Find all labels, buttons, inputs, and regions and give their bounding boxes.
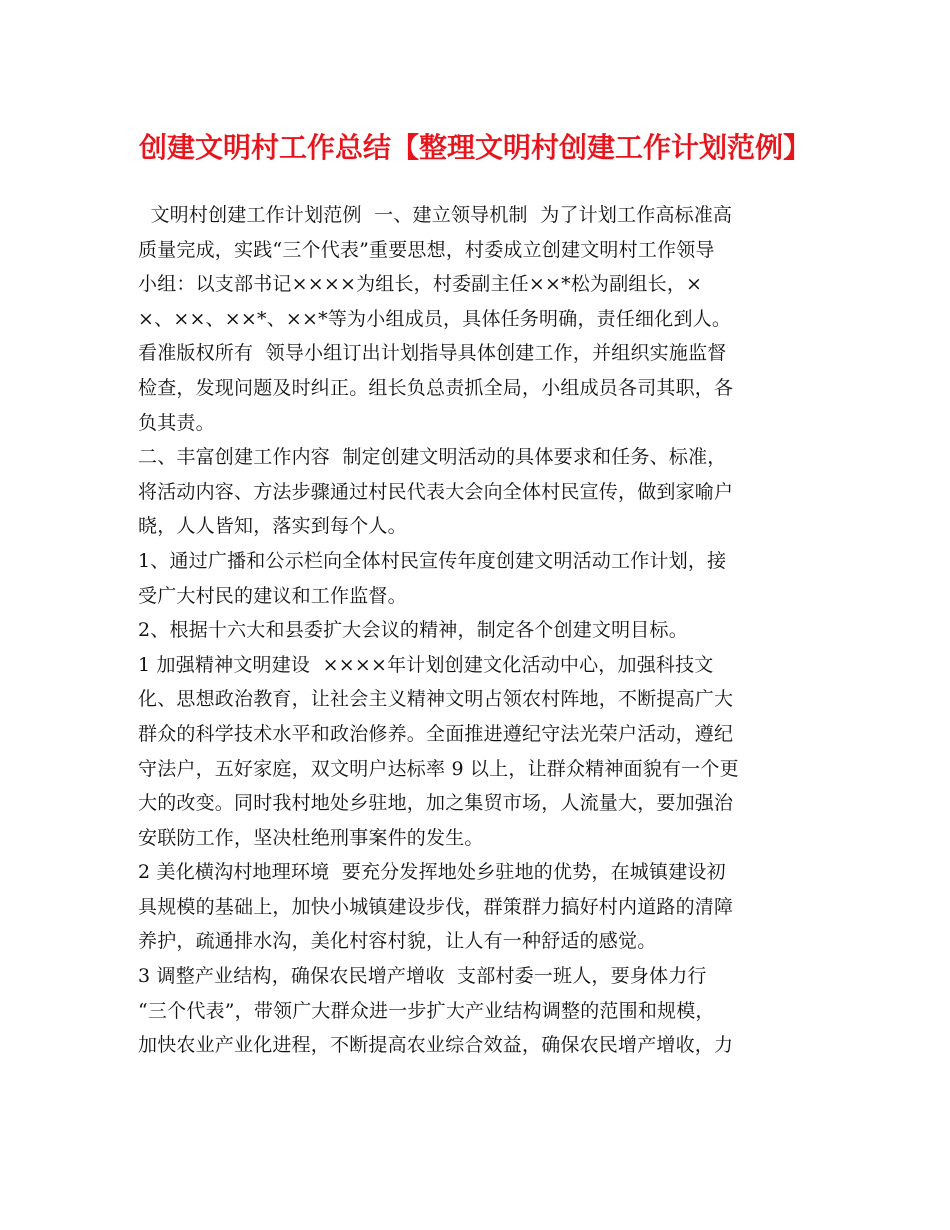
body-line: 受广大村民的建议和工作监督。 [138,584,407,607]
body-line: 群众的科学技术水平和政治修养。全面推进遵纪守法光荣户活动，遵纪 [138,722,734,745]
body-line: 加快农业产业化进程，不断提高农业综合效益，确保农民增产增收，力 [138,1034,734,1057]
body-line: 检查，发现问题及时纠正。组长负总责抓全局，小组成员各司其职，各 [138,376,734,399]
body-line: 3 调整产业结构，确保农民增产增收 支部村委一班人，要身体力行 [138,965,707,988]
body-line: 晓，人人皆知，落实到每个人。 [138,515,407,538]
body-line: “三个代表”，带领广大群众进一步扩大产业结构调整的范围和规模， [138,999,715,1022]
body-line: 大的改变。同时我村地处乡驻地，加之集贸市场，人流量大，要加强治 [138,792,734,815]
body-line: 具规模的基础上，加快小城镇建设步伐，群策群力搞好村内道路的清障 [138,895,734,918]
body-line: 将活动内容、方法步骤通过村民代表大会向全体村民宣传，做到家喻户 [138,480,734,503]
body-line: ×、××、××*、××*等为小组成员，具体任务明确，责任细化到人。 [138,307,732,330]
body-line: 化、思想政治教育，让社会主义精神文明占领农村阵地，不断提高广大 [138,688,734,711]
body-line: 文明村创建工作计划范例 一、建立领导机制 为了计划工作高标准高 [138,204,733,226]
body-line: 小组：以支部书记××××为组长，村委副主任××*松为副组长，× [138,273,703,296]
body-line: 2、根据十六大和县委扩大会议的精神，制定各个创建文明目标。 [138,619,688,642]
body-line: 质量完成，实践“三个代表”重要思想，村委成立创建文明村工作领导 [138,238,715,261]
body-line: 负其责。 [138,411,215,434]
body-line: 二、丰富创建工作内容 制定创建文明活动的具体要求和任务、标准， [138,446,727,469]
body-line: 2 美化横沟村地理环境 要充分发挥地处乡驻地的优势，在城镇建设初 [138,861,726,884]
body-line: 1、通过广播和公示栏向全体村民宣传年度创建文明活动工作计划，接 [138,549,727,572]
body-line: 安联防工作，坚决杜绝刑事案件的发生。 [138,826,484,849]
document-title: 创建文明村工作总结【整理文明村创建工作计划范例】 [138,131,811,164]
body-line: 养护，疏通排水沟，美化村容村貌，让人有一种舒适的感觉。 [138,930,657,953]
body-line: 1 加强精神文明建设 ××××年计划创建文化活动中心，加强科技文 [138,653,714,676]
body-line: 守法户，五好家庭，双文明户达标率 9 以上，让群众精神面貌有一个更 [138,757,739,780]
body-line: 看准版权所有 领导小组订出计划指导具体创建工作，并组织实施监督 [138,342,727,365]
document-body [138,198,828,1063]
